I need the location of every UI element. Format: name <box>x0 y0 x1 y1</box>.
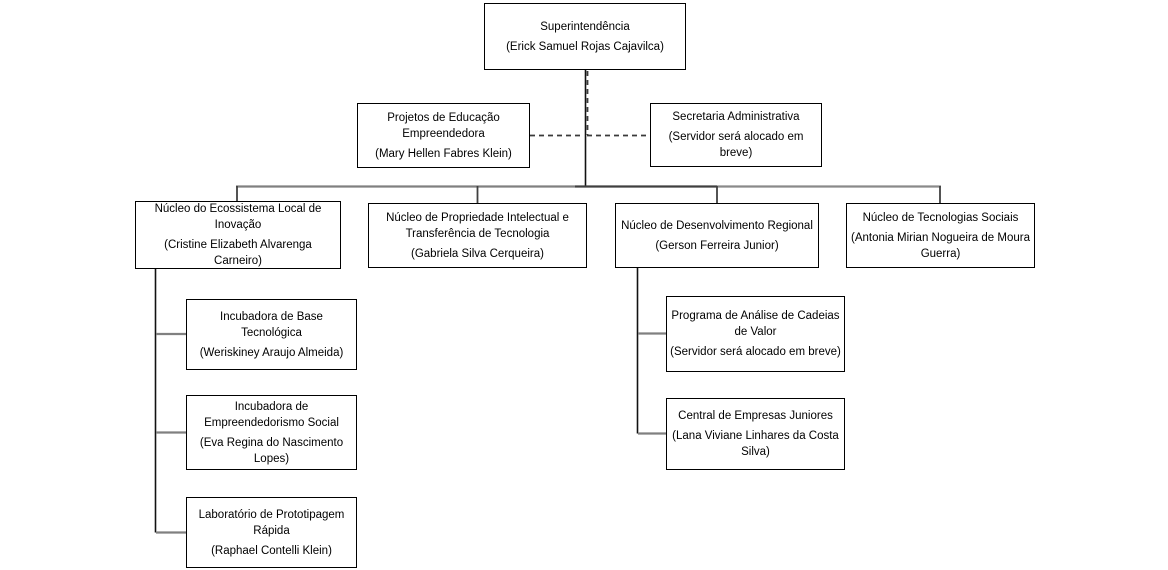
node-title: Núcleo de Propriedade Intelectual e Transferência de Tecnologia <box>386 211 569 240</box>
node-title: Programa de Análise de Cadeias de Valor <box>671 310 840 338</box>
desenvolvimento-subtree-connector <box>638 268 668 434</box>
node-person: (Raphael Contelli Klein) <box>211 544 332 557</box>
org-node-programa-analise-cadeias-valor <box>666 296 845 372</box>
org-node-nucleo-desenvolvimento-regional <box>615 203 819 268</box>
org-node-laboratorio-prototipagem-rapida <box>186 497 357 568</box>
node-title: Central de Empresas Juniores <box>678 410 833 422</box>
org-node-incubadora-empreendedorismo-social <box>186 395 357 470</box>
org-node-secretaria-administrativa <box>650 103 822 167</box>
node-person: (Weriskiney Araujo Almeida) <box>199 346 344 359</box>
node-title: Incubadora de Base Tecnológica <box>220 310 323 339</box>
assistant-dashed-connectors <box>530 71 650 136</box>
node-person: (Antonia Mirian Nogueira de Moura Guerra) <box>851 231 1030 260</box>
node-title: Superintendência <box>540 20 630 33</box>
node-person: (Mary Hellen Fabres Klein) <box>375 147 512 160</box>
org-node-nucleo-tecnologias-sociais <box>846 203 1035 268</box>
department-drop-connectors <box>237 186 940 204</box>
org-node-nucleo-ecossistema-local-inovacao <box>135 201 341 269</box>
node-person: (Cristine Elizabeth Alvarenga Carneiro) <box>164 239 312 267</box>
node-title: Núcleo de Desenvolvimento Regional <box>621 219 813 232</box>
node-person: (Servidor será alocado em breve) <box>670 346 841 358</box>
node-person: (Gerson Ferreira Junior) <box>655 239 779 252</box>
node-person: (Erick Samuel Rojas Cajavilca) <box>506 40 664 53</box>
ecossistema-subtree-connector <box>156 269 188 533</box>
org-node-superintendencia <box>484 3 686 70</box>
node-title: Secretaria Administrativa <box>672 111 800 123</box>
node-person: (Eva Regina do Nascimento Lopes) <box>199 436 344 465</box>
node-title: Projetos de Educação Empreendedora <box>387 111 500 140</box>
org-node-projetos-educacao-empreendedora <box>357 103 530 168</box>
org-node-central-empresas-juniores <box>666 398 845 470</box>
node-person: (Lana Viviane Linhares da Costa Silva) <box>672 430 839 458</box>
node-title: Laboratório de Prototipagem Rápida <box>198 508 345 537</box>
org-node-nucleo-propriedade-intelectual <box>368 203 587 268</box>
node-title: Núcleo de Tecnologias Sociais <box>862 211 1019 224</box>
org-node-incubadora-base-tecnologica <box>186 299 357 370</box>
node-title: Incubadora de Empreendedorismo Social <box>204 400 339 429</box>
node-person: (Servidor será alocado em breve) <box>668 131 804 159</box>
node-title: Núcleo do Ecossistema Local de Inovação <box>154 203 322 231</box>
node-person: (Gabriela Silva Cerqueira) <box>411 247 544 260</box>
